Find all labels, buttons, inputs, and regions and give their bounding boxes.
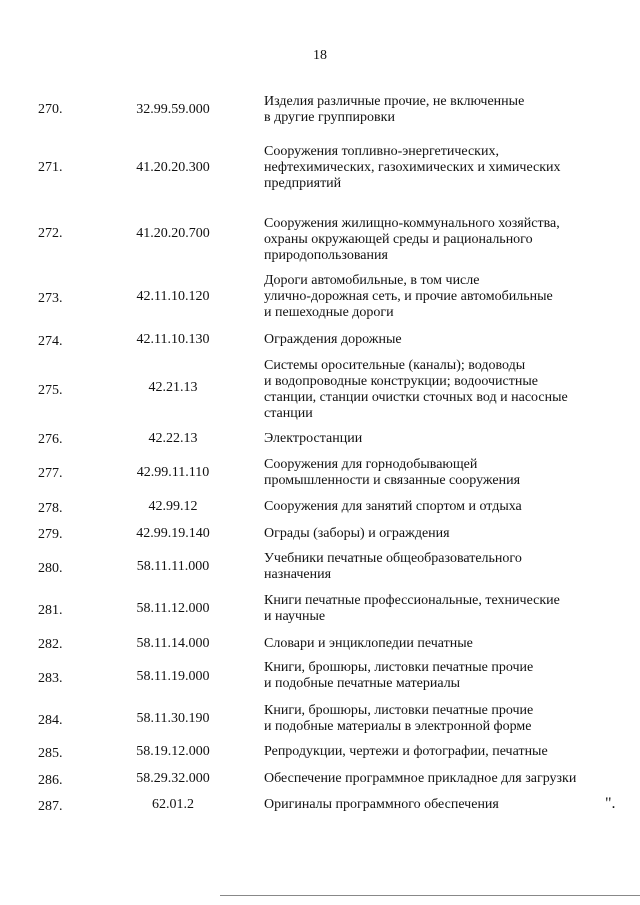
description-line: в другие группировки bbox=[264, 110, 395, 125]
row-description bbox=[264, 431, 599, 447]
description-line: станции bbox=[264, 406, 313, 421]
description-line: Сооружения топливно-энергетических, bbox=[264, 144, 499, 159]
row-description bbox=[264, 551, 599, 583]
description-line: и подобные материалы в электронной форме bbox=[264, 719, 532, 734]
page-number: 18 bbox=[313, 48, 327, 63]
description-line: Обеспечение программное прикладное для загрузки bbox=[264, 771, 577, 786]
row-number: 285. bbox=[38, 746, 63, 761]
row-code: 41.20.20.300 bbox=[136, 160, 210, 175]
row-number: 273. bbox=[38, 291, 63, 306]
row-number: 283. bbox=[38, 671, 63, 686]
row-number: 275. bbox=[38, 383, 63, 398]
row-description bbox=[264, 526, 599, 542]
row-description bbox=[264, 744, 599, 760]
description-line: охраны окружающей среды и рационального bbox=[264, 232, 533, 247]
row-code: 58.11.19.000 bbox=[136, 669, 210, 684]
row-code: 42.99.12 bbox=[148, 499, 198, 514]
row-code: 41.20.20.700 bbox=[136, 226, 210, 241]
row-code: 58.11.14.000 bbox=[136, 636, 210, 651]
row-description bbox=[264, 660, 599, 692]
description-line: Изделия различные прочие, не включенные bbox=[264, 94, 525, 109]
row-number: 287. bbox=[38, 799, 63, 814]
description-line: Ограждения дорожные bbox=[264, 332, 402, 347]
row-code: 58.19.12.000 bbox=[136, 744, 210, 759]
row-description bbox=[264, 94, 599, 126]
row-number: 277. bbox=[38, 466, 63, 481]
row-code: 42.99.19.140 bbox=[136, 526, 210, 541]
row-code: 58.11.11.000 bbox=[136, 559, 210, 574]
description-line: Ограды (заборы) и ограждения bbox=[264, 526, 450, 541]
description-line: природопользования bbox=[264, 248, 388, 263]
description-line: Электростанции bbox=[264, 431, 363, 446]
row-number: 272. bbox=[38, 226, 63, 241]
row-code: 58.29.32.000 bbox=[136, 771, 210, 786]
description-line: Книги, брошюры, листовки печатные прочие bbox=[264, 660, 534, 675]
description-line: станции, станции очистки сточных вод и насосные bbox=[264, 390, 568, 405]
description-line: Книги печатные профессиональные, технические bbox=[264, 593, 560, 608]
description-line: Системы оросительные (каналы); водоводы bbox=[264, 358, 526, 373]
row-code: 58.11.12.000 bbox=[136, 601, 210, 616]
description-line: промышленности и связанные сооружения bbox=[264, 473, 521, 488]
row-number: 278. bbox=[38, 501, 63, 516]
row-number: 276. bbox=[38, 432, 63, 447]
description-line: Сооружения для горнодобывающей bbox=[264, 457, 478, 472]
description-line: и пешеходные дороги bbox=[264, 305, 394, 320]
row-description bbox=[264, 499, 599, 515]
row-number: 270. bbox=[38, 102, 63, 117]
description-line: улично-дорожная сеть, и прочие автомобильные bbox=[264, 289, 553, 304]
row-code: 42.22.13 bbox=[148, 431, 198, 446]
row-description bbox=[264, 358, 599, 422]
row-number: 282. bbox=[38, 637, 63, 652]
row-number: 271. bbox=[38, 160, 63, 175]
row-code: 32.99.59.000 bbox=[136, 102, 210, 117]
description-line: и научные bbox=[264, 609, 326, 624]
description-line: Учебники печатные общеобразовательного bbox=[264, 551, 522, 566]
row-description bbox=[264, 593, 599, 625]
description-line: Словари и энциклопедии печатные bbox=[264, 636, 473, 651]
description-line: назначения bbox=[264, 567, 332, 582]
row-description bbox=[264, 457, 599, 489]
description-line: Сооружения для занятий спортом и отдыха bbox=[264, 499, 522, 514]
description-line: Сооружения жилищно-коммунального хозяйства, bbox=[264, 216, 560, 231]
row-number: 281. bbox=[38, 603, 63, 618]
description-line: и подобные печатные материалы bbox=[264, 676, 461, 691]
row-number: 284. bbox=[38, 713, 63, 728]
row-number: 274. bbox=[38, 334, 63, 349]
description-line: Книги, брошюры, листовки печатные прочие bbox=[264, 703, 534, 718]
row-description bbox=[264, 144, 599, 192]
row-code: 42.11.10.120 bbox=[136, 289, 210, 304]
closing-quote-mark: ". bbox=[605, 795, 616, 812]
row-code: 62.01.2 bbox=[152, 797, 194, 812]
row-code: 58.11.30.190 bbox=[136, 711, 210, 726]
row-description bbox=[264, 703, 599, 735]
row-description bbox=[264, 636, 599, 652]
row-description bbox=[264, 216, 599, 264]
page-edge-line bbox=[220, 895, 640, 896]
row-code: 42.99.11.110 bbox=[136, 465, 210, 480]
row-number: 279. bbox=[38, 527, 63, 542]
description-line: нефтехимических, газохимических и химических bbox=[264, 160, 561, 175]
description-line: Оригиналы программного обеспечения bbox=[264, 797, 499, 812]
row-description bbox=[264, 771, 599, 787]
description-line: предприятий bbox=[264, 176, 342, 191]
row-number: 280. bbox=[38, 561, 63, 576]
row-description bbox=[264, 273, 599, 321]
row-code: 42.21.13 bbox=[148, 380, 198, 395]
row-description bbox=[264, 797, 599, 813]
row-code: 42.11.10.130 bbox=[136, 332, 210, 347]
description-line: Дороги автомобильные, в том числе bbox=[264, 273, 480, 288]
row-description bbox=[264, 332, 599, 348]
row-number: 286. bbox=[38, 773, 63, 788]
description-line: и водопроводные конструкции; водоочистные bbox=[264, 374, 538, 389]
description-line: Репродукции, чертежи и фотографии, печатные bbox=[264, 744, 548, 759]
